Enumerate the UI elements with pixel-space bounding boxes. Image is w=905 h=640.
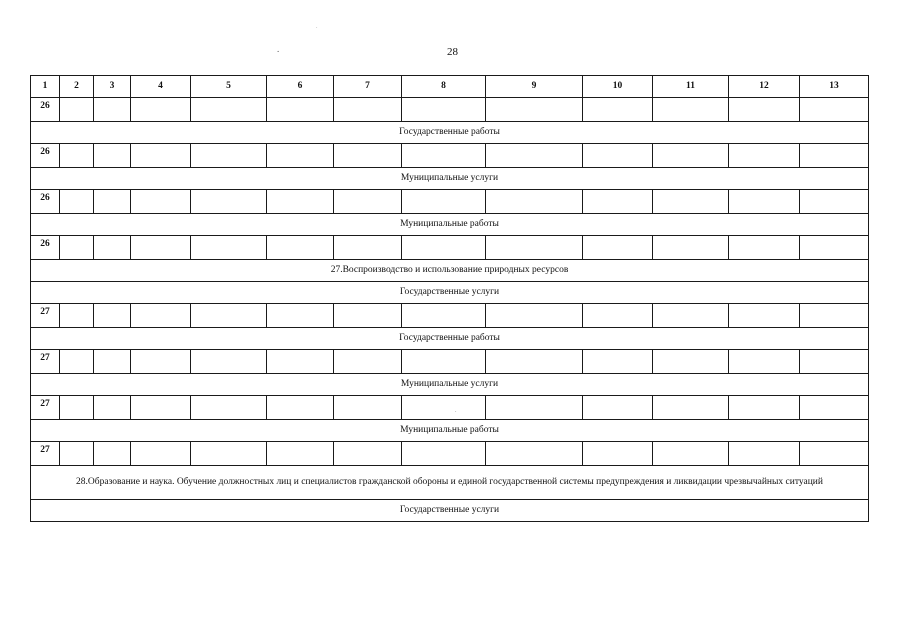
- column-header: 4: [131, 76, 191, 98]
- empty-cell: [267, 190, 334, 214]
- empty-cell: [486, 442, 583, 466]
- empty-cell: [131, 442, 191, 466]
- empty-cell: [583, 350, 653, 374]
- empty-cell: [800, 190, 869, 214]
- column-header: 2: [60, 76, 94, 98]
- empty-cell: [800, 442, 869, 466]
- empty-cell: [60, 396, 94, 420]
- column-header: 7: [334, 76, 402, 98]
- empty-cell: [334, 350, 402, 374]
- section-header-row: [31, 168, 869, 190]
- empty-cell: [94, 144, 131, 168]
- empty-cell: [486, 396, 583, 420]
- table-row: [31, 144, 869, 168]
- table-body: [31, 76, 869, 522]
- scan-speck: .: [316, 24, 318, 30]
- empty-cell: [800, 350, 869, 374]
- section-title: Муниципальные работы: [31, 420, 869, 442]
- page-number: 28: [447, 46, 458, 58]
- column-header: 6: [267, 76, 334, 98]
- empty-cell: [131, 144, 191, 168]
- table-row: [31, 350, 869, 374]
- section-header-row: [31, 282, 869, 304]
- empty-cell: [800, 304, 869, 328]
- empty-cell: [334, 396, 402, 420]
- table-row: [31, 190, 869, 214]
- table-row: [31, 98, 869, 122]
- table-row: [31, 304, 869, 328]
- section-header-row: [31, 466, 869, 500]
- empty-cell: [486, 98, 583, 122]
- empty-cell: [583, 396, 653, 420]
- table-row: [31, 236, 869, 260]
- empty-cell: [94, 236, 131, 260]
- empty-cell: [191, 442, 267, 466]
- empty-cell: [402, 98, 486, 122]
- row-number-cell: 26: [31, 190, 60, 214]
- empty-cell: [267, 350, 334, 374]
- column-header: 12: [729, 76, 800, 98]
- empty-cell: [60, 98, 94, 122]
- empty-cell: [729, 350, 800, 374]
- empty-cell: [60, 350, 94, 374]
- empty-cell: [729, 442, 800, 466]
- empty-cell: [653, 98, 729, 122]
- row-number-cell: 27: [31, 442, 60, 466]
- empty-cell: [653, 350, 729, 374]
- empty-cell: [800, 144, 869, 168]
- section-title: 28.Образование и наука. Обучение должностных лиц и специалистов гражданской обороны и единой государственной системы предупреждения и ликвидации чрезвычайных ситуаций: [31, 466, 869, 500]
- header-row: [31, 76, 869, 98]
- empty-cell: [267, 236, 334, 260]
- empty-cell: [94, 350, 131, 374]
- section-title: Государственные работы: [31, 328, 869, 350]
- empty-cell: [653, 190, 729, 214]
- scan-speck: .: [455, 408, 457, 414]
- row-number-cell: 26: [31, 144, 60, 168]
- section-title: 27.Воспроизводство и использование природных ресурсов: [31, 260, 869, 282]
- empty-cell: [653, 236, 729, 260]
- table-row: [31, 396, 869, 420]
- empty-cell: [334, 98, 402, 122]
- empty-cell: [94, 190, 131, 214]
- empty-cell: [191, 304, 267, 328]
- column-header: 3: [94, 76, 131, 98]
- section-header-row: [31, 420, 869, 442]
- empty-cell: [60, 190, 94, 214]
- empty-cell: [653, 304, 729, 328]
- empty-cell: [402, 144, 486, 168]
- empty-cell: [334, 304, 402, 328]
- section-title: Государственные услуги: [31, 282, 869, 304]
- empty-cell: [583, 98, 653, 122]
- column-header: 5: [191, 76, 267, 98]
- empty-cell: [583, 442, 653, 466]
- empty-cell: [800, 98, 869, 122]
- empty-cell: [267, 442, 334, 466]
- empty-cell: [267, 98, 334, 122]
- empty-cell: [267, 304, 334, 328]
- section-title: Муниципальные услуги: [31, 168, 869, 190]
- scan-speck: .: [277, 44, 280, 54]
- empty-cell: [60, 236, 94, 260]
- empty-cell: [729, 144, 800, 168]
- empty-cell: [131, 304, 191, 328]
- column-header: 1: [31, 76, 60, 98]
- empty-cell: [191, 190, 267, 214]
- empty-cell: [583, 190, 653, 214]
- empty-cell: [131, 190, 191, 214]
- section-title: Муниципальные услуги: [31, 374, 869, 396]
- section-header-row: [31, 122, 869, 144]
- empty-cell: [131, 396, 191, 420]
- empty-cell: [402, 350, 486, 374]
- empty-cell: [402, 236, 486, 260]
- section-header-row: [31, 328, 869, 350]
- empty-cell: [191, 236, 267, 260]
- section-header-row: [31, 500, 869, 522]
- empty-cell: [729, 396, 800, 420]
- empty-cell: [402, 304, 486, 328]
- empty-cell: [653, 144, 729, 168]
- empty-cell: [653, 442, 729, 466]
- empty-cell: [191, 350, 267, 374]
- column-header: 10: [583, 76, 653, 98]
- empty-cell: [267, 144, 334, 168]
- empty-cell: [486, 190, 583, 214]
- empty-cell: [583, 304, 653, 328]
- section-header-row: [31, 214, 869, 236]
- empty-cell: [191, 98, 267, 122]
- empty-cell: [402, 396, 486, 420]
- empty-cell: [729, 190, 800, 214]
- empty-cell: [486, 350, 583, 374]
- empty-cell: [334, 236, 402, 260]
- empty-cell: [402, 190, 486, 214]
- row-number-cell: 27: [31, 304, 60, 328]
- empty-cell: [800, 396, 869, 420]
- empty-cell: [800, 236, 869, 260]
- empty-cell: [60, 304, 94, 328]
- column-header: 8: [402, 76, 486, 98]
- empty-cell: [131, 98, 191, 122]
- services-table: [30, 75, 869, 522]
- section-title: Государственные услуги: [31, 500, 869, 522]
- empty-cell: [94, 396, 131, 420]
- empty-cell: [729, 98, 800, 122]
- empty-cell: [191, 144, 267, 168]
- empty-cell: [94, 98, 131, 122]
- empty-cell: [402, 442, 486, 466]
- empty-cell: [486, 236, 583, 260]
- section-title: Муниципальные работы: [31, 214, 869, 236]
- empty-cell: [334, 442, 402, 466]
- empty-cell: [729, 304, 800, 328]
- empty-cell: [486, 144, 583, 168]
- empty-cell: [131, 236, 191, 260]
- column-header: 9: [486, 76, 583, 98]
- empty-cell: [60, 144, 94, 168]
- empty-cell: [131, 350, 191, 374]
- column-header: 13: [800, 76, 869, 98]
- empty-cell: [334, 144, 402, 168]
- empty-cell: [486, 304, 583, 328]
- row-number-cell: 26: [31, 236, 60, 260]
- column-header: 11: [653, 76, 729, 98]
- row-number-cell: 27: [31, 350, 60, 374]
- empty-cell: [94, 442, 131, 466]
- section-header-row: [31, 374, 869, 396]
- empty-cell: [334, 190, 402, 214]
- table-row: [31, 442, 869, 466]
- empty-cell: [583, 144, 653, 168]
- row-number-cell: 27: [31, 396, 60, 420]
- section-title: Государственные работы: [31, 122, 869, 144]
- empty-cell: [729, 236, 800, 260]
- row-number-cell: 26: [31, 98, 60, 122]
- empty-cell: [583, 236, 653, 260]
- section-header-row: [31, 260, 869, 282]
- empty-cell: [94, 304, 131, 328]
- empty-cell: [60, 442, 94, 466]
- empty-cell: [653, 396, 729, 420]
- empty-cell: [191, 396, 267, 420]
- empty-cell: [267, 396, 334, 420]
